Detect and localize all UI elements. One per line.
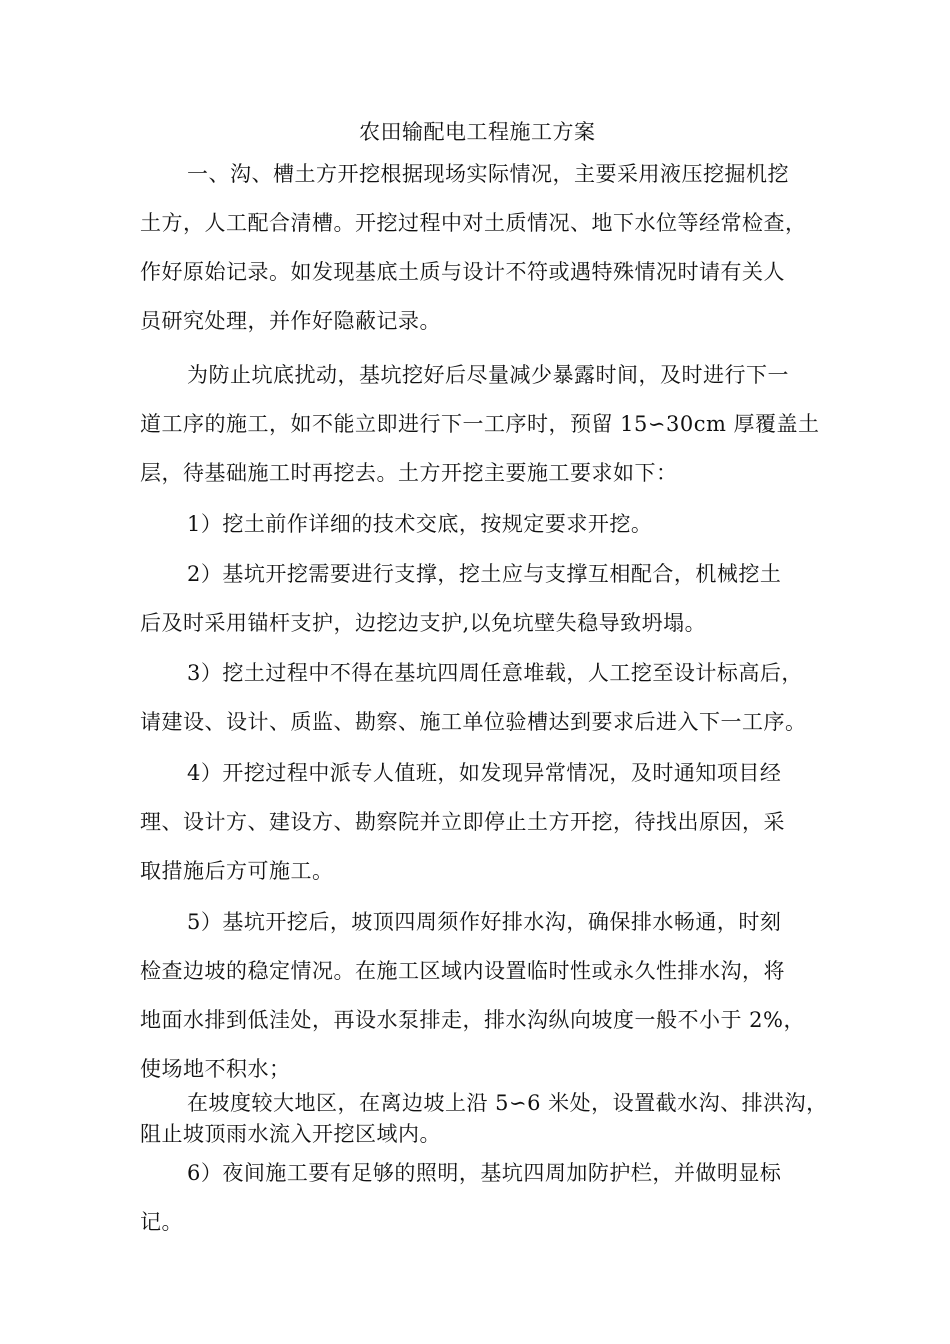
text-line: 在坡度较大地区，在离边坡上沿 5∽6 米处，设置截水沟、排洪沟， (187, 1091, 828, 1115)
text-line: 4）开挖过程中派专人值班，如发现异常情况，及时通知项目经 (187, 761, 782, 785)
text-line: 作好原始记录。如发现基底土质与设计不符或遇特殊情况时请有关人 (140, 260, 785, 284)
text-line: 2）基坑开挖需要进行支撑，挖土应与支撑互相配合，机械挖土 (187, 562, 782, 586)
text-line: 使场地不积水； (140, 1057, 291, 1081)
text-line: 6）夜间施工要有足够的照明，基坑四周加防护栏，并做明显标 (187, 1161, 782, 1185)
text-line: 后及时采用锚杆支护，边挖边支护,以免坑壁失稳导致坍塌。 (140, 611, 707, 635)
text-line: 检查边坡的稳定情况。在施工区域内设置临时性或永久性排水沟，将 (140, 959, 785, 983)
text-line: 理、设计方、建设方、勘察院并立即停止土方开挖，待找出原因，采 (140, 810, 785, 834)
text-line: 土方，人工配合清槽。开挖过程中对土质情况、地下水位等经常检查， (140, 211, 807, 235)
text-line: 3）挖土过程中不得在基坑四周任意堆载，人工挖至设计标高后， (187, 661, 803, 685)
text-line: 1）挖土前作详细的技术交底，按规定要求开挖。 (187, 512, 653, 536)
text-line: 为防止坑底扰动，基坑挖好后尽量减少暴露时间，及时进行下一 (187, 363, 789, 387)
text-line: 记。 (140, 1210, 183, 1234)
page-title: 农田输配电工程施工方案 (359, 120, 596, 144)
text-line: 取措施后方可施工。 (140, 859, 334, 883)
text-line: 一、沟、槽土方开挖根据现场实际情况，主要采用液压挖掘机挖 (187, 162, 789, 186)
text-line: 层，待基础施工时再挖去。土方开挖主要施工要求如下： (140, 461, 678, 485)
text-line: 5）基坑开挖后，坡顶四周须作好排水沟，确保排水畅通，时刻 (187, 910, 782, 934)
text-line: 请建设、设计、质监、勘察、施工单位验槽达到要求后进入下一工序。 (140, 710, 807, 734)
text-line: 阻止坡顶雨水流入开挖区域内。 (140, 1122, 441, 1146)
text-line: 员研究处理，并作好隐蔽记录。 (140, 309, 441, 333)
text-line: 地面水排到低洼处，再设水泵排走，排水沟纵向坡度一般不小于 2%， (140, 1008, 805, 1032)
text-line: 道工序的施工，如不能立即进行下一工序时，预留 15∽30cm 厚覆盖土 (140, 412, 820, 436)
